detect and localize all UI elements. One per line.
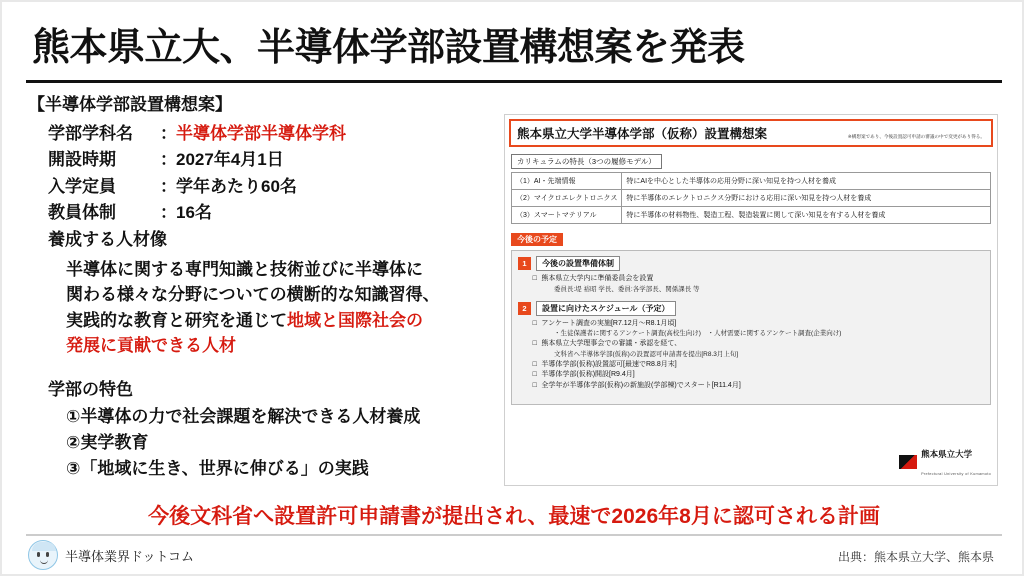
step-title: 設置に向けたスケジュール（予定） [536, 301, 676, 316]
plan-item [532, 319, 984, 330]
section-heading: 【半導体学部設置構想案】 [28, 95, 232, 114]
talent-line-3-plain: 実践的な教育と研究を通じて [66, 310, 287, 330]
plan-subtext: 文科省へ半導体学部(仮称)の設置認可申請書を提出[R8.3月上旬] [554, 350, 739, 358]
plan-item-text: 熊本県立大学内に準備委員会を設置 [541, 275, 654, 282]
square-bullet-icon: ☐ [532, 382, 538, 389]
curriculum-key: （3）スマートマテリアル [512, 207, 622, 224]
plan-item-text: 熊本県立大学理事会での審議・承認を経て、 [541, 340, 682, 348]
spec-label: 入学定員 [48, 176, 116, 196]
step-number: 1 [518, 257, 531, 270]
plan-item [532, 381, 984, 392]
page-title: 熊本県立大、半導体学部設置構想案を発表 [32, 27, 745, 69]
square-bullet-icon: ☐ [532, 320, 538, 327]
plan-item-text: 半導体学部(仮称)開設[R9.4月] [541, 371, 635, 379]
spec-row [48, 147, 498, 173]
university-logo [899, 444, 991, 480]
feature-item: ③「地域に生き、世界に伸びる」の実践 [66, 459, 369, 479]
spec-label: 教員体制 [48, 203, 116, 223]
talent-line-3-highlight: 地域と国際社会の [287, 310, 423, 330]
curriculum-key: （1）AI・先端情報 [512, 173, 622, 190]
curriculum-desc: 特に半導体のエレクトロニクス分野における応用に深い知見を持つ人材を養成 [622, 190, 991, 207]
spec-label: 学部学科名 [48, 124, 133, 143]
step-title: 今後の設置準備体制 [536, 256, 620, 271]
title-divider [26, 80, 1002, 83]
curriculum-key: （2）マイクロエレクトロニクス [512, 190, 622, 207]
table-row [512, 190, 991, 207]
talent-heading: 養成する人材像 [48, 230, 167, 250]
spec-colon: ： [160, 150, 177, 170]
left-content-column [28, 90, 498, 483]
spec-label: 開設時期 [48, 150, 116, 170]
plan-heading: 今後の予定 [511, 233, 563, 246]
feature-item: ②実学教育 [66, 433, 149, 453]
document-title-note: ※構想案であり、今後設置認可申請の審議の中で変更があり得る。 [847, 134, 985, 139]
mascot-icon [28, 540, 58, 570]
square-bullet-icon: ☐ [532, 276, 538, 282]
plan-item [532, 360, 984, 371]
plan-step-2 [518, 301, 984, 316]
university-logo-text [921, 444, 991, 480]
talent-line-1: 半導体に関する専門知識と技術並びに半導体に [66, 259, 423, 279]
spec-value: 16名 [176, 203, 212, 223]
table-row [512, 173, 991, 190]
step-number: 2 [518, 302, 531, 315]
plan-item-text: アンケート調査の実施[R7.12月～R8.1月頃] [541, 319, 677, 327]
spec-colon: ： [160, 176, 177, 196]
feature-item: ①半導体の力で社会課題を解決できる人材養成 [66, 406, 421, 426]
spec-row [48, 121, 498, 147]
table-row [512, 207, 991, 224]
plan-item-text: 半導体学部(仮称)設置認可[最速でR8.8月末] [541, 360, 677, 368]
square-bullet-icon: ☐ [532, 361, 538, 368]
footer-source: 出典：熊本県立大学、熊本県 [837, 550, 994, 564]
spec-row [48, 174, 498, 200]
curriculum-table [511, 172, 991, 224]
document-title: 熊本県立大学半導体学部（仮称）設置構想案 [517, 127, 768, 141]
curriculum-desc: 特に半導体の材料物性、製造工程、製造装置に関して深い知見を有する人材を養成 [622, 207, 991, 224]
square-bullet-icon: ☐ [532, 341, 538, 348]
feature-heading: 学部の特色 [48, 379, 133, 399]
spec-colon: ： [160, 203, 177, 223]
footer-brand-area [28, 540, 194, 570]
plan-item-text: 全学年が半導体学部(仮称)の新施設(学部棟)でスタート[R11.4月] [541, 381, 741, 389]
mascot-hair [32, 542, 56, 551]
talent-description [66, 257, 498, 359]
footer-divider [26, 534, 1002, 536]
plan-subtext: ・生徒保護者に関するアンケート調査(高校生向け) ・人材需要に関するアンケート調査(企業向け) [554, 330, 842, 338]
plan-step-2-items [532, 319, 984, 392]
spec-list [48, 121, 498, 254]
logo-name: 熊本県立大学 [921, 449, 973, 459]
curriculum-heading: カリキュラムの特長（3つの履修モデル） [511, 154, 662, 169]
plan-step-1-items [532, 274, 984, 295]
plan-item [532, 339, 984, 350]
feature-list [66, 404, 498, 483]
spec-value: 学年あたり60名 [176, 176, 297, 196]
plan-item [532, 370, 984, 381]
square-bullet-icon: ☐ [532, 372, 538, 379]
spec-value: 半導体学部半導体学科 [176, 124, 346, 143]
curriculum-desc: 特にAIを中心とした半導体の応用分野に深い知見を持つ人材を養成 [622, 173, 991, 190]
spec-colon: ： [160, 124, 177, 143]
summary-banner: 今後文科省へ設置許可申請書が提出され、最速で2026年8月に認可される計画 [148, 505, 880, 528]
talent-line-3 [66, 308, 498, 334]
spec-row [48, 200, 498, 226]
plan-item [532, 274, 984, 285]
plan-subtext: 委員長:堤 裕昭 学長、委員:各学部長、関係課長 等 [554, 285, 700, 293]
spec-value: 2027年4月1日 [176, 150, 284, 170]
document-preview [504, 114, 998, 486]
plan-box [511, 250, 991, 405]
plan-step-1 [518, 256, 984, 271]
footer-brand-label: 半導体業界ドットコム [65, 548, 194, 564]
talent-line-4: 発展に貢献できる人材 [66, 336, 236, 356]
talent-line-2: 関わる様々な分野についての横断的な知識習得、 [66, 285, 440, 305]
document-title-bar [509, 119, 993, 147]
university-logo-icon [899, 455, 917, 469]
logo-subname: Prefectural University of Kumamoto [921, 472, 991, 476]
mascot-mouth [40, 560, 48, 564]
